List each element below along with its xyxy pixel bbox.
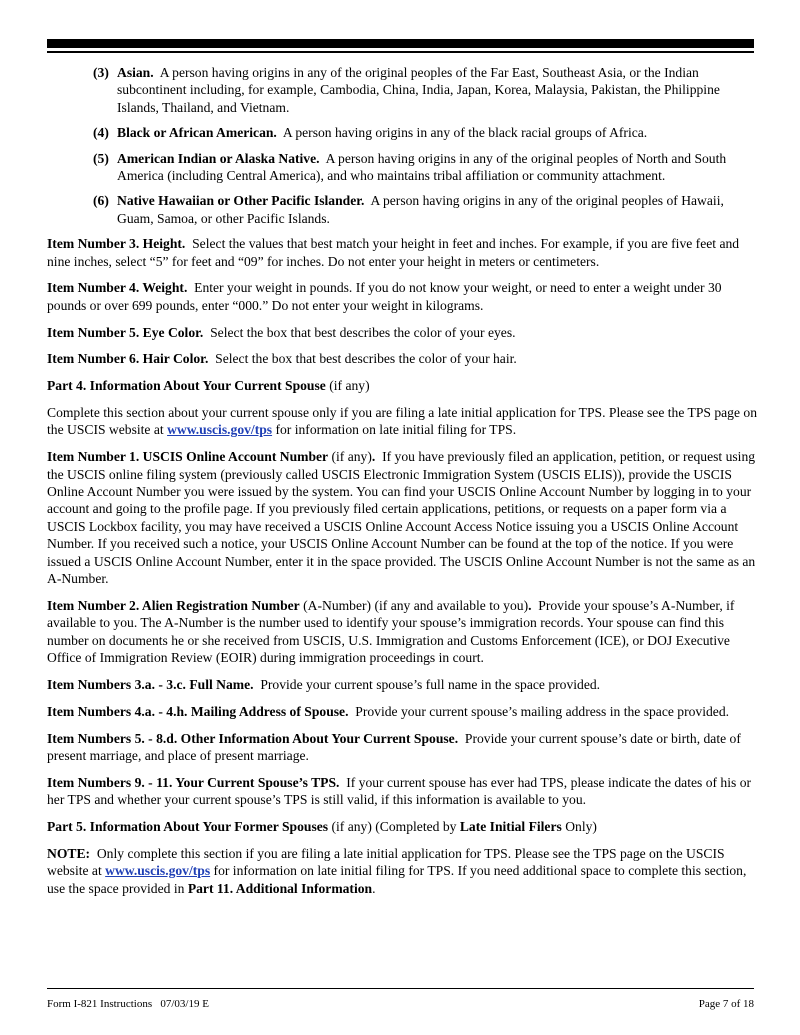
- page-content: [47, 64, 757, 906]
- page-number: Page 7 of 18: [698, 998, 754, 1010]
- item-weight: Item Number 4. Weight. Enter your weight in pounds. If you do not know your weight, or need to enter a weight under 30 pounds or over 699 pounds, enter “000.” Do not enter your weight in kilograms.: [47, 280, 722, 313]
- part5-note: NOTE: Only complete this section if you are filing a late initial application for TPS. Please see the TPS page on the USCIS website at www.uscis.gov/tps for information on late initial filing for TPS. If you need additional space to complete this section, use the space provided in Part 11. Additional Information.: [47, 845, 747, 896]
- part5-heading: Part 5. Information About Your Former Spouses (if any) (Completed by Late Initial Filers Only): [47, 818, 597, 834]
- item-height: Item Number 3. Height. Select the values that best match your height in feet and inches. For example, if you are five feet and nine inches, select “5” for feet and “09” for inches. Do not enter your height in meters or centimeters.: [47, 236, 740, 269]
- item-hair-color: Item Number 6. Hair Color. Select the box that best describes the color of your hair.: [47, 351, 517, 367]
- part4-item5: Item Numbers 5. - 8.d. Other Information About Your Current Spouse. Provide your current spouse’s date or birth, date of present marriage, and place of present marriage.: [47, 730, 741, 763]
- race-definitions-list: [93, 64, 757, 227]
- footer-rule: [47, 988, 754, 989]
- part4-item1: Item Number 1. USCIS Online Account Number (if any). If you have previously filed an application, petition, or request using the USCIS online filing system (previously called USCIS Electronic Immigration System (USCIS ELIS)), provide the USCIS Online Account Number you were issued by the system. You can find your USCIS Online Account Number by logging in to your account and going to the profile page. If you previously filed certain applications, petitions, or requests on a paper form via a USCIS Lockbox facility, you may have received a USCIS Online Account Access Notice issuing you a USCIS Online Account Number. If you received such a notice, your USCIS Online Account Number can be found at the top of the notice. If you were issued a USCIS Online Account Number, enter it in the space provided. The USCIS Online Account Number is not the same as an A-Number.: [47, 449, 756, 587]
- list-item: (3) Asian. A person having origins in any of the original peoples of the Far East, Southeast Asia, or the Indian subcontinent including, for example, Cambodia, China, India, Japan, Korea, Malaysia, Pakistan, the Philippine Islands, Thailand, and Vietnam.: [93, 65, 720, 115]
- form-identifier: Form I-821 Instructions 07/03/19 E: [47, 998, 209, 1010]
- uscis-tps-link[interactable]: www.uscis.gov/tps: [167, 422, 273, 438]
- part4-item9: Item Numbers 9. - 11. Your Current Spouse’s TPS. If your current spouse has ever had TPS, please indicate the dates of his or her TPS and whether your current spouse’s TPS is still valid, if this information is available to you.: [47, 774, 752, 808]
- uscis-tps-link[interactable]: www.uscis.gov/tps: [105, 863, 211, 879]
- part4-item2: Item Number 2. Alien Registration Number (A-Number) (if any and available to you). Provide your spouse’s A-Number, if available to you. The A-Number is the number used to identify your spouse’s immigration records. Your spouse can find this number on documents he or she received from USCIS, U.S. Immigration and Customs Enforcement (ICE), or DOJ Executive Office of Immigration Review (EOIR) during immigration proceedings in court.: [47, 597, 735, 666]
- header-rule-thin: [47, 51, 754, 53]
- list-item: (4) Black or African American. A person having origins in any of the black racial groups of Africa.: [93, 125, 648, 141]
- item-eye-color: Item Number 5. Eye Color. Select the box that best describes the color of your eyes.: [47, 324, 516, 340]
- header-rule-thick: [47, 39, 754, 48]
- part4-heading: Part 4. Information About Your Current Spouse (if any): [47, 378, 370, 394]
- list-item: (6) Native Hawaiian or Other Pacific Islander. A person having origins in any of the original peoples of Hawaii, Guam, Samoa, or other Pacific Islands.: [93, 193, 724, 226]
- list-item: (5) American Indian or Alaska Native. A person having origins in any of the original peoples of North and South America (including Central America), and who maintains tribal affiliation or community attachment.: [93, 150, 727, 184]
- part4-intro: Complete this section about your current spouse only if you are filing a late initial application for TPS. Please see the TPS page on the USCIS website at www.uscis.gov/tps for information on late initial filing for TPS.: [47, 405, 758, 438]
- part4-item3: Item Numbers 3.a. - 3.c. Full Name. Provide your current spouse’s full name in the space provided.: [47, 676, 601, 692]
- part4-item4: Item Numbers 4.a. - 4.h. Mailing Address of Spouse. Provide your current spouse’s mailing address in the space provided.: [47, 703, 730, 719]
